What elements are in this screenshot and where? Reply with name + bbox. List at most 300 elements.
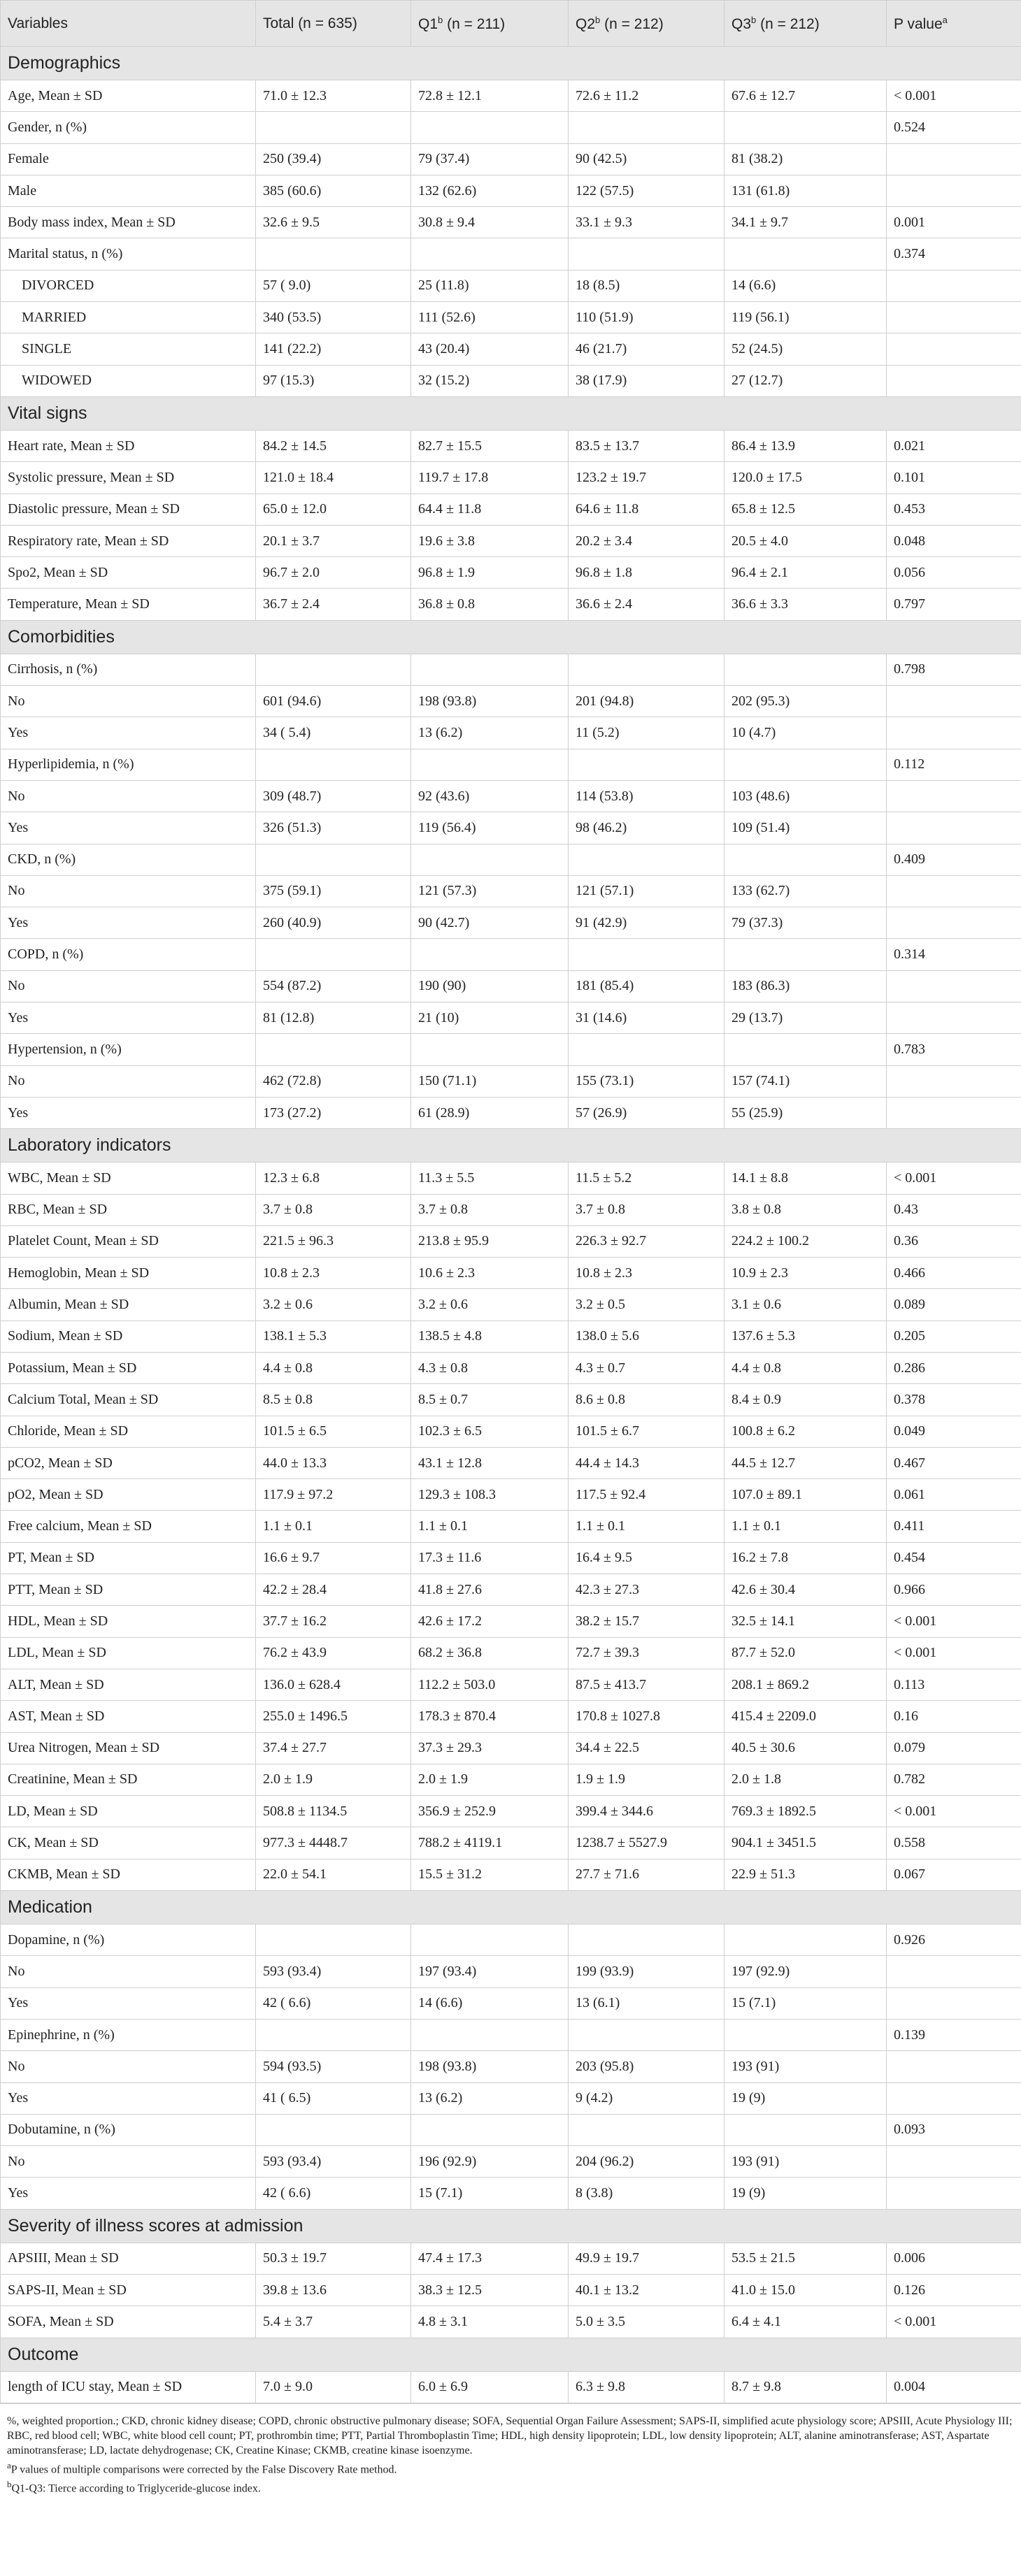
cell-total: 5.4 ± 3.7 [256, 2306, 411, 2338]
cell-p-value: 0.926 [887, 1924, 1021, 1956]
table-header-row [1, 1, 1021, 47]
cell-q3: 14.1 ± 8.8 [724, 1163, 887, 1194]
cell-q2 [569, 1034, 724, 1065]
cell-q1: 111 (52.6) [411, 302, 569, 333]
table-row [1, 1574, 1021, 1606]
cell-total: 173 (27.2) [256, 1097, 411, 1128]
cell-q3 [724, 654, 887, 685]
table-row [1, 1194, 1021, 1225]
header-q3: Q3$^b$ (n = 212) [724, 1, 887, 47]
cell-p-value [887, 907, 1021, 939]
cell-total: 42 ( 6.6) [256, 2178, 411, 2209]
cell-q1: 129.3 ± 108.3 [411, 1479, 569, 1511]
table-row [1, 1732, 1021, 1764]
cell-variable: SOFA, Mean ± SD [1, 2306, 256, 2338]
cell-variable: APSIII, Mean ± SD [1, 2243, 256, 2274]
cell-q3: 8.4 ± 0.9 [724, 1384, 887, 1416]
cell-q1: 102.3 ± 6.5 [411, 1416, 569, 1447]
cell-q1: 119.7 ± 17.8 [411, 462, 569, 494]
cell-q3: 32.5 ± 14.1 [724, 1606, 887, 1637]
table-row [1, 1163, 1021, 1194]
cell-q1: 43.1 ± 12.8 [411, 1447, 569, 1478]
cell-total: 84.2 ± 14.5 [256, 430, 411, 461]
cell-p-value [887, 875, 1021, 907]
cell-variable: Free calcium, Mean ± SD [1, 1511, 256, 1542]
cell-variable: Yes [1, 812, 256, 844]
table-row [1, 2146, 1021, 2178]
cell-p-value: 0.782 [887, 1764, 1021, 1795]
cell-q1: 4.8 ± 3.1 [411, 2306, 569, 2338]
cell-total: 340 (53.5) [256, 302, 411, 333]
table-row [1, 1796, 1021, 1827]
cell-q3 [724, 844, 887, 875]
cell-q3: 137.6 ± 5.3 [724, 1321, 887, 1352]
cell-q2 [569, 112, 724, 143]
cell-p-value: 0.286 [887, 1352, 1021, 1383]
cell-q3: 14 (6.6) [724, 270, 887, 301]
cell-q1 [411, 939, 569, 970]
cell-p-value [887, 1097, 1021, 1128]
cell-p-value [887, 1987, 1021, 2019]
table-row [1, 1606, 1021, 1637]
cell-variable: Sodium, Mean ± SD [1, 1321, 256, 1352]
table-row [1, 494, 1021, 525]
cell-p-value: 0.43 [887, 1194, 1021, 1225]
cell-variable: RBC, Mean ± SD [1, 1194, 256, 1225]
cell-q1: 90 (42.7) [411, 907, 569, 939]
cell-total: 462 (72.8) [256, 1065, 411, 1097]
cell-q1: 72.8 ± 12.1 [411, 80, 569, 112]
cell-p-value [887, 333, 1021, 365]
cell-q2: 203 (95.8) [569, 2051, 724, 2082]
cell-q2: 13 (6.1) [569, 1987, 724, 2019]
table-row [1, 207, 1021, 238]
cell-q2 [569, 654, 724, 685]
cell-variable: Yes [1, 1987, 256, 2019]
header-total: Total (n = 635) [256, 1, 411, 47]
cell-variable: Yes [1, 1002, 256, 1034]
cell-variable: ALT, Mean ± SD [1, 1669, 256, 1700]
table-row [1, 175, 1021, 206]
cell-p-value: 0.067 [887, 1859, 1021, 1890]
cell-q2: 6.3 ± 9.8 [569, 2371, 724, 2403]
cell-q1: 121 (57.3) [411, 875, 569, 907]
cell-total: 10.8 ± 2.3 [256, 1258, 411, 1289]
cell-q3: 79 (37.3) [724, 907, 887, 939]
cell-variable: SAPS-II, Mean ± SD [1, 2275, 256, 2306]
table-body [1, 47, 1021, 2403]
cell-p-value: 0.378 [887, 1384, 1021, 1416]
cell-q2 [569, 749, 724, 780]
cell-variable: HDL, Mean ± SD [1, 1606, 256, 1637]
cell-q1: 30.8 ± 9.4 [411, 207, 569, 238]
table-row [1, 365, 1021, 396]
cell-total: 260 (40.9) [256, 907, 411, 939]
cell-q1: 17.3 ± 11.6 [411, 1542, 569, 1574]
cell-q3: 16.2 ± 7.8 [724, 1542, 887, 1574]
cell-p-value: 0.314 [887, 939, 1021, 970]
cell-q3: 3.1 ± 0.6 [724, 1289, 887, 1321]
cell-p-value [887, 143, 1021, 175]
cell-total: 4.4 ± 0.8 [256, 1352, 411, 1383]
table-row [1, 780, 1021, 812]
cell-q2: 9 (4.2) [569, 2082, 724, 2114]
cell-q1: 112.2 ± 503.0 [411, 1669, 569, 1700]
cell-q3: 131 (61.8) [724, 175, 887, 206]
table-row [1, 525, 1021, 556]
cell-q1: 150 (71.1) [411, 1065, 569, 1097]
table-row [1, 1321, 1021, 1352]
cell-q2: 199 (93.9) [569, 1956, 724, 1987]
cell-p-value: 0.093 [887, 2114, 1021, 2145]
table-row [1, 1701, 1021, 1732]
cell-q2: 40.1 ± 13.2 [569, 2275, 724, 2306]
table-row [1, 1225, 1021, 1257]
cell-q1: 197 (93.4) [411, 1956, 569, 1987]
cell-q3: 86.4 ± 13.9 [724, 430, 887, 461]
cell-total [256, 654, 411, 685]
table-row [1, 907, 1021, 939]
cell-q1: 2.0 ± 1.9 [411, 1764, 569, 1795]
cell-p-value [887, 2051, 1021, 2082]
cell-q3: 208.1 ± 869.2 [724, 1669, 887, 1700]
table-row [1, 1097, 1021, 1128]
table-row [1, 1065, 1021, 1097]
cell-total: 255.0 ± 1496.5 [256, 1701, 411, 1732]
cell-q1: 213.8 ± 95.9 [411, 1225, 569, 1257]
cell-q1: 14 (6.6) [411, 1987, 569, 2019]
section-title: Comorbidities [1, 620, 1021, 654]
cell-q3: 904.1 ± 3451.5 [724, 1827, 887, 1859]
section-title: Demographics [1, 47, 1021, 80]
cell-variable: No [1, 2051, 256, 2082]
cell-variable: Gender, n (%) [1, 112, 256, 143]
cell-variable: Platelet Count, Mean ± SD [1, 1225, 256, 1257]
cell-q2: 72.6 ± 11.2 [569, 80, 724, 112]
cell-variable: Cirrhosis, n (%) [1, 654, 256, 685]
cell-p-value [887, 2082, 1021, 2114]
cell-variable: LD, Mean ± SD [1, 1796, 256, 1827]
cell-variable: Systolic pressure, Mean ± SD [1, 462, 256, 494]
cell-q3: 1.1 ± 0.1 [724, 1511, 887, 1542]
cell-q3: 193 (91) [724, 2051, 887, 2082]
cell-total: 22.0 ± 54.1 [256, 1859, 411, 1890]
table-row [1, 2114, 1021, 2145]
cell-q2: 114 (53.8) [569, 780, 724, 812]
cell-q1: 11.3 ± 5.5 [411, 1163, 569, 1194]
cell-q3: 19 (9) [724, 2082, 887, 2114]
cell-q1: 3.7 ± 0.8 [411, 1194, 569, 1225]
cell-q2: 98 (46.2) [569, 812, 724, 844]
cell-p-value: 0.16 [887, 1701, 1021, 1732]
cell-q1: 788.2 ± 4119.1 [411, 1827, 569, 1859]
cell-q1: 96.8 ± 1.9 [411, 557, 569, 589]
cell-p-value: 0.454 [887, 1542, 1021, 1574]
cell-variable: Dopamine, n (%) [1, 1924, 256, 1956]
cell-q3: 55 (25.9) [724, 1097, 887, 1128]
cell-q1: 21 (10) [411, 1002, 569, 1034]
cell-q2: 8 (3.8) [569, 2178, 724, 2209]
cell-q1: 92 (43.6) [411, 780, 569, 812]
cell-p-value: 0.36 [887, 1225, 1021, 1257]
cell-p-value: 0.558 [887, 1827, 1021, 1859]
cell-total: 2.0 ± 1.9 [256, 1764, 411, 1795]
cell-q3: 202 (95.3) [724, 686, 887, 717]
table-row [1, 1258, 1021, 1289]
cell-q3 [724, 939, 887, 970]
cell-q1: 6.0 ± 6.9 [411, 2371, 569, 2403]
table-row [1, 589, 1021, 620]
cell-p-value: < 0.001 [887, 80, 1021, 112]
cell-total: 309 (48.7) [256, 780, 411, 812]
cell-q2 [569, 844, 724, 875]
cell-total: 36.7 ± 2.4 [256, 589, 411, 620]
cell-q2: 170.8 ± 1027.8 [569, 1701, 724, 1732]
cell-p-value: < 0.001 [887, 1606, 1021, 1637]
cell-q2: 44.4 ± 14.3 [569, 1447, 724, 1478]
cell-q3: 109 (51.4) [724, 812, 887, 844]
cell-variable: Chloride, Mean ± SD [1, 1416, 256, 1447]
cell-p-value: 0.524 [887, 112, 1021, 143]
cell-variable: Age, Mean ± SD [1, 80, 256, 112]
section-header-row [1, 1891, 1021, 1924]
cell-total: 593 (93.4) [256, 1956, 411, 1987]
footnote-abbreviations: %, weighted proportion.; CKD, chronic kidney disease; COPD, chronic obstructive pulmonary disease; SOFA, Sequential Organ Failure Assessment; SAPS-II, simplified acute physiology score; APSIII, Acute Physiology III; RBC, red blood cell; WBC, white blood cell count; PT, prothrombin time; PTT, Partial Thromboplastin Time; HDL, high density lipoprotein; LDL, low density lipoprotein; ALT, alanine aminotransferase; AST, Aspartate aminotransferase; LD, lactate dehydrogenase; CK, Creatine Kinase; CKMB, creatine kinase isoenzyme. [7, 2415, 1013, 2456]
section-title: Vital signs [1, 396, 1021, 430]
table-row [1, 270, 1021, 301]
cell-q2: 90 (42.5) [569, 143, 724, 175]
cell-p-value [887, 970, 1021, 1002]
table-row [1, 1924, 1021, 1956]
table-row [1, 1289, 1021, 1321]
cell-p-value [887, 2146, 1021, 2178]
cell-q1: 19.6 ± 3.8 [411, 525, 569, 556]
cell-total [256, 939, 411, 970]
cell-q2: 38 (17.9) [569, 365, 724, 396]
table-row [1, 1637, 1021, 1669]
cell-variable: Spo2, Mean ± SD [1, 557, 256, 589]
cell-q3: 4.4 ± 0.8 [724, 1352, 887, 1383]
cell-q3 [724, 238, 887, 270]
cell-p-value [887, 780, 1021, 812]
table-row [1, 1479, 1021, 1511]
cell-q3: 100.8 ± 6.2 [724, 1416, 887, 1447]
cell-total: 138.1 ± 5.3 [256, 1321, 411, 1352]
table-row [1, 686, 1021, 717]
section-title: Severity of illness scores at admission [1, 2209, 1021, 2243]
cell-p-value: 0.374 [887, 238, 1021, 270]
cell-p-value: < 0.001 [887, 2306, 1021, 2338]
cell-p-value: 0.783 [887, 1034, 1021, 1065]
cell-q2: 121 (57.1) [569, 875, 724, 907]
cell-q2: 110 (51.9) [569, 302, 724, 333]
cell-q3: 36.6 ± 3.3 [724, 589, 887, 620]
table-row [1, 2275, 1021, 2306]
cell-q1: 43 (20.4) [411, 333, 569, 365]
cell-q3: 40.5 ± 30.6 [724, 1732, 887, 1764]
cell-q2: 201 (94.8) [569, 686, 724, 717]
cell-q3: 197 (92.9) [724, 1956, 887, 1987]
cell-q3: 29 (13.7) [724, 1002, 887, 1034]
cell-q3: 10 (4.7) [724, 717, 887, 749]
cell-variable: DIVORCED [1, 270, 256, 301]
cell-q2: 46 (21.7) [569, 333, 724, 365]
cell-p-value [887, 686, 1021, 717]
table-row [1, 112, 1021, 143]
cell-q1 [411, 1034, 569, 1065]
cell-q1: 15 (7.1) [411, 2178, 569, 2209]
cell-q2: 87.5 ± 413.7 [569, 1669, 724, 1700]
cell-q3: 27 (12.7) [724, 365, 887, 396]
cell-q3: 193 (91) [724, 2146, 887, 2178]
cell-q2: 10.8 ± 2.3 [569, 1258, 724, 1289]
cell-q3: 15 (7.1) [724, 1987, 887, 2019]
cell-q1: 68.2 ± 36.8 [411, 1637, 569, 1669]
cell-q3 [724, 1924, 887, 1956]
cell-q2: 31 (14.6) [569, 1002, 724, 1034]
cell-q1 [411, 654, 569, 685]
cell-q3: 2.0 ± 1.8 [724, 1764, 887, 1795]
cell-q2: 57 (26.9) [569, 1097, 724, 1128]
cell-q1: 8.5 ± 0.7 [411, 1384, 569, 1416]
cell-q2: 3.2 ± 0.5 [569, 1289, 724, 1321]
cell-total: 96.7 ± 2.0 [256, 557, 411, 589]
table-row [1, 80, 1021, 112]
cell-variable: Respiratory rate, Mean ± SD [1, 525, 256, 556]
cell-q3: 3.8 ± 0.8 [724, 1194, 887, 1225]
cell-variable: Urea Nitrogen, Mean ± SD [1, 1732, 256, 1764]
section-header-row [1, 47, 1021, 80]
cell-q2: 38.2 ± 15.7 [569, 1606, 724, 1637]
cell-total: 50.3 ± 19.7 [256, 2243, 411, 2274]
cell-q2: 123.2 ± 19.7 [569, 462, 724, 494]
cell-q1: 15.5 ± 31.2 [411, 1859, 569, 1890]
section-title: Outcome [1, 2338, 1021, 2371]
cell-q2: 42.3 ± 27.3 [569, 1574, 724, 1606]
cell-q1: 119 (56.4) [411, 812, 569, 844]
cell-q1: 37.3 ± 29.3 [411, 1732, 569, 1764]
table-row [1, 812, 1021, 844]
cell-q3: 183 (86.3) [724, 970, 887, 1002]
cell-p-value: 0.966 [887, 1574, 1021, 1606]
cell-total [256, 112, 411, 143]
section-title: Laboratory indicators [1, 1129, 1021, 1163]
cell-p-value: < 0.001 [887, 1637, 1021, 1669]
cell-p-value: 0.001 [887, 207, 1021, 238]
cell-q2: 11.5 ± 5.2 [569, 1163, 724, 1194]
cell-p-value [887, 717, 1021, 749]
cell-q2: 36.6 ± 2.4 [569, 589, 724, 620]
cell-q1: 3.2 ± 0.6 [411, 1289, 569, 1321]
table-row [1, 1511, 1021, 1542]
cell-p-value: 0.101 [887, 462, 1021, 494]
cell-variable: Dobutamine, n (%) [1, 2114, 256, 2145]
table-row [1, 1352, 1021, 1383]
cell-total: 221.5 ± 96.3 [256, 1225, 411, 1257]
table-row [1, 430, 1021, 461]
cell-variable: No [1, 970, 256, 1002]
table-row [1, 2019, 1021, 2050]
table-row [1, 333, 1021, 365]
cell-total [256, 2019, 411, 2050]
cell-total: 117.9 ± 97.2 [256, 1479, 411, 1511]
cell-q2: 122 (57.5) [569, 175, 724, 206]
cell-variable: Creatinine, Mean ± SD [1, 1764, 256, 1795]
table-row [1, 1764, 1021, 1795]
section-header-row [1, 1129, 1021, 1163]
cell-total: 101.5 ± 6.5 [256, 1416, 411, 1447]
cell-total: 42 ( 6.6) [256, 1987, 411, 2019]
cell-p-value [887, 812, 1021, 844]
cell-q3: 8.7 ± 9.8 [724, 2371, 887, 2403]
cell-p-value: 0.048 [887, 525, 1021, 556]
cell-q1: 13 (6.2) [411, 717, 569, 749]
cell-p-value: 0.006 [887, 2243, 1021, 2274]
cell-q1: 10.6 ± 2.3 [411, 1258, 569, 1289]
cell-total: 16.6 ± 9.7 [256, 1542, 411, 1574]
cell-p-value: 0.139 [887, 2019, 1021, 2050]
cell-q1: 41.8 ± 27.6 [411, 1574, 569, 1606]
cell-q3 [724, 2114, 887, 2145]
cell-p-value: 0.004 [887, 2371, 1021, 2403]
section-header-row [1, 2338, 1021, 2371]
table-row [1, 2051, 1021, 2082]
cell-variable: AST, Mean ± SD [1, 1701, 256, 1732]
footnote-a: $^a$P values of multiple comparisons were corrected by the False Discovery Rate method. [7, 2459, 397, 2476]
cell-p-value [887, 302, 1021, 333]
cell-total [256, 1034, 411, 1065]
cell-p-value: 0.453 [887, 494, 1021, 525]
cell-variable: Yes [1, 1097, 256, 1128]
cell-q3: 67.6 ± 12.7 [724, 80, 887, 112]
cell-total: 1.1 ± 0.1 [256, 1511, 411, 1542]
cell-q3: 415.4 ± 2209.0 [724, 1701, 887, 1732]
cell-p-value: 0.411 [887, 1511, 1021, 1542]
cell-variable: Yes [1, 2082, 256, 2114]
cell-variable: WIDOWED [1, 365, 256, 396]
cell-variable: SINGLE [1, 333, 256, 365]
cell-q2: 181 (85.4) [569, 970, 724, 1002]
cell-variable: length of ICU stay, Mean ± SD [1, 2371, 256, 2403]
cell-q1 [411, 238, 569, 270]
cell-q1 [411, 844, 569, 875]
cell-total: 41 ( 6.5) [256, 2082, 411, 2114]
table-row [1, 749, 1021, 780]
table-row [1, 557, 1021, 589]
cell-q3: 19 (9) [724, 2178, 887, 2209]
cell-q2: 1238.7 ± 5527.9 [569, 1827, 724, 1859]
table-row [1, 143, 1021, 175]
cell-q2: 83.5 ± 13.7 [569, 430, 724, 461]
cell-q3: 87.7 ± 52.0 [724, 1637, 887, 1669]
cell-q1: 64.4 ± 11.8 [411, 494, 569, 525]
cell-q1: 13 (6.2) [411, 2082, 569, 2114]
cell-q2: 11 (5.2) [569, 717, 724, 749]
cell-variable: No [1, 875, 256, 907]
cell-q1: 132 (62.6) [411, 175, 569, 206]
cell-p-value: 0.205 [887, 1321, 1021, 1352]
cell-p-value: 0.797 [887, 589, 1021, 620]
cell-q1 [411, 2114, 569, 2145]
cell-p-value: 0.056 [887, 557, 1021, 589]
cell-variable: PTT, Mean ± SD [1, 1574, 256, 1606]
cell-variable: CKMB, Mean ± SD [1, 1859, 256, 1890]
cell-q1: 82.7 ± 15.5 [411, 430, 569, 461]
cell-total: 32.6 ± 9.5 [256, 207, 411, 238]
footnotes [0, 2403, 1021, 2501]
cell-total [256, 238, 411, 270]
cell-total: 326 (51.3) [256, 812, 411, 844]
